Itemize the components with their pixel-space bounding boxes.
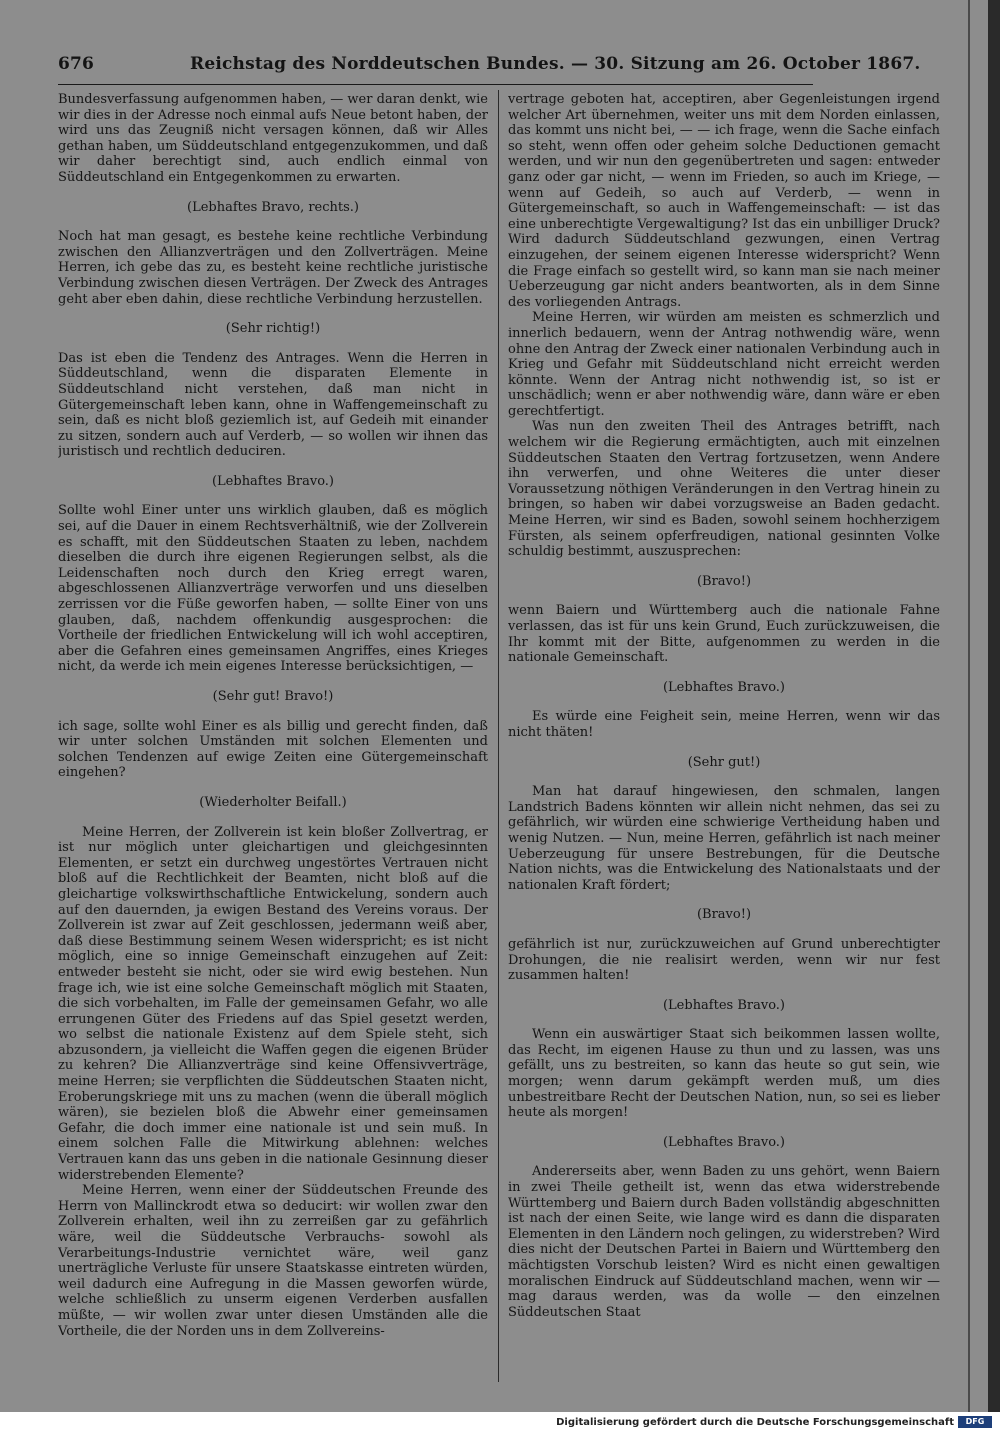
paragraph: ich sage, sollte wohl Einer es als billig und gerecht finden, daß wir unter solchen Umständen mit solchen Elementen und solchen Tendenzen auf ewige Zeiten eine Gütergemeinschaft eingehen?: [58, 718, 488, 781]
funding-credit: Digitalisierung gefördert durch die Deutsche Forschungsgemeinschaft: [556, 1417, 954, 1428]
applause-note: (Lebhaftes Bravo, rechts.): [187, 199, 359, 215]
paragraph: vertrage geboten hat, acceptiren, aber Gegenleistungen irgend welcher Art übernehmen, weiter uns mit dem Norden einlassen, das kommt uns nicht bei, — — ich frage, wenn die Sache einfach so steht, wenn offen oder geheim solche Deductionen gemacht werden, und wir nun den gegenübertreten und sagen: entweder ganz oder gar nicht, — wenn im Frieden, so auch im Kriege, — wenn auf Gedeih, so auch auf Verderb, — wenn in Gütergemeinschaft, so auch in Waffengemeinschaft: — ist das eine unberechtigte Vergewaltigung? Ist das ein unbilliger Druck? Wird dadurch Süddeutschland gezwungen, einen Vertrag einzugehen, der seinem eigenen Interesse widerspricht? Wenn die Frage einfach so gestellt wird, so kann man sie nach meiner Ueberzeugung gar nicht anders beantworten, als in dem Sinne des vorliegenden Antrags.: [508, 92, 940, 310]
paragraph: Sollte wohl Einer unter uns wirklich glauben, daß es möglich sei, auf die Dauer in einem Rechtsverhältniß, wie der Zollverein es schafft, mit den Süddeutschen Staaten zu leben, nachdem dieselben die durch ihre eigenen Regierungen selbst, als die Leidenschaften noch durch den Krieg erregt waren, abgeschlossenen Allianzverträge verworfen und uns dieselben zerrissen vor die Füße geworfen haben, — sollte Einer von uns glauben, daß, nachdem offenkundig ausgesprochen: die Vortheile der friedlichen Entwickelung will ich wohl acceptiren, aber die Gefahren eines gemeinsamen Angriffes, eines Krieges nicht, da werde ich mein eigenes Interesse berücksichtigen, —: [58, 503, 488, 675]
applause-note: (Lebhaftes Bravo.): [662, 679, 786, 695]
applause-note: (Bravo!): [696, 573, 752, 589]
paragraph: Noch hat man gesagt, es bestehe keine rechtliche Verbindung zwischen den Allianzverträgen und den Zollverträgen. Meine Herren, ich gebe das zu, es besteht keine rechtliche juristische Verbindung zwischen diesen Verträgen. Der Zweck des Antrages geht aber eben dahin, diese rechtliche Verbindung herzustellen.: [58, 229, 488, 307]
paragraph: Meine Herren, der Zollverein ist kein bloßer Zollvertrag, er ist nur möglich unter gleichartigen und gleichgesinnten Elementen, er setzt ein durchweg ungestörtes Vertrauen nicht bloß auf die Rechtlichkeit der Beamten, nicht bloß auf die gleichartige volkswirthschaftliche Entwickelung, sondern auch auf den dauernden, ja ewigen Bestand des Vereins voraus. Der Zollverein ist zwar auf Zeit geschlossen, jedermann weiß aber, daß diese Bestimmung seinem Wesen widerspricht; es ist nicht möglich, eine so innige Gemeinschaft einzugehen auf Zeit: entweder besteht sie nicht, oder sie wird ewig bestehen. Nun frage ich, wie ist eine solche Gemeinschaft möglich mit Staaten, die sich vorbehalten, im Falle der gemeinsamen Gefahr, wo alle errungenen Güter des Friedens auf das Spiel gesetzt werden, wo selbst die nationale Existenz auf dem Spiele steht, sich abzusondern, ja vielleicht die Waffen gegen die eigenen Brüder zu kehren? Die Allianzverträge sind keine Offensivverträge, meine Herren; sie verpflichten die Süddeutschen Staaten nicht, Eroberungskriege mit uns zu machen (wenn die überall möglich wären), sie bezielen bloß die Abwehr einer gemeinsamen Gefahr, die doch immer eine nationale ist und sein muß. In einem solchen Falle die Mitwirkung ablehnen: welches Vertrauen kann das uns geben in die nationale Gesinnung dieser widerstrebenden Elemente?: [58, 824, 488, 1183]
page-number: 676: [58, 54, 95, 74]
dfg-logo: DFG: [958, 1416, 992, 1428]
scan-edge-line: [968, 0, 970, 1412]
header-rule: [58, 84, 813, 85]
running-head: Reichstag des Norddeutschen Bundes. — 30. Sitzung am 26. October 1867.: [190, 54, 921, 74]
paragraph: Was nun den zweiten Theil des Antrages betrifft, nach welchem wir die Regierung ermächtigten, auch mit einzelnen Süddeutschen Staaten den Vertrag fortzusetzen, wenn Andere ihn verwerfen, und ohne Weiteres die unter dieser Voraussetzung nöthigen Veränderungen in den Vertrag hinein zu bringen, so haben wir dabei vorzugsweise an Baden gedacht. Meine Herren, wir sind es Baden, sowohl seinem hochherzigem Fürsten, als seinem opferfreudigen, national gesinnten Volke schuldig bestimmt, auszusprechen:: [508, 419, 940, 560]
applause-note: (Sehr richtig!): [225, 321, 321, 337]
paragraph: wenn Baiern und Württemberg auch die nationale Fahne verlassen, das ist für uns kein Grund, Euch zurückzuweisen, die Ihr kommt mit der Bitte, aufgenommen zu werden in die nationale Gemeinschaft.: [508, 603, 940, 666]
paragraph: Andererseits aber, wenn Baden zu uns gehört, wenn Baiern in zwei Theile getheilt ist, wenn das etwa widerstrebende Württemberg und Baiern durch Baden vollständig abgeschnitten ist nach der einen Seite, wie lange wird es dann die disparaten Elementen in den Ländern noch gelingen, zu widerstreben? Wird dies nicht der Deutschen Partei in Baiern und Württemberg den mächtigsten Vorschub leisten? Wird es nicht einen gewaltigen moralischen Eindruck auf Süddeutschland machen, wenn wir — mag daraus werden, was da wolle — den einzelnen Süddeutschen Staat: [508, 1164, 940, 1320]
paragraph: Es würde eine Feigheit sein, meine Herren, wenn wir das nicht thäten!: [508, 709, 940, 740]
right-column: [508, 92, 940, 1382]
paragraph: Das ist eben die Tendenz des Antrages. Wenn die Herren in Süddeutschland, wenn die disparaten Elemente in Süddeutschland nicht verstehen, daß man nicht in Gütergemeinschaft leben kann, ohne in Waffengemeinschaft zu sein, daß es nicht bloß geziemlich ist, auf Gedeih mit einander zu sitzen, sondern auch auf Verderb, — so wollen wir ihnen das juristisch und rechtlich deduciren.: [58, 350, 488, 460]
applause-note: (Sehr gut!): [687, 754, 761, 770]
paragraph: Wenn ein auswärtiger Staat sich beikommen lassen wollte, das Recht, im eigenen Hause zu thun und zu lassen, was uns gefällt, uns zu bestreiten, so kann das heute so gut sein, wie morgen; wenn darum gekämpft werden muß, um dies unbestreitbare Recht der Deutschen Nation, nun, so sei es lieber heute als morgen!: [508, 1027, 940, 1121]
paragraph: Bundesverfassung aufgenommen haben, — wer daran denkt, wie wir dies in der Adresse noch einmal aufs Neue betont haben, der wird uns das Zeugniß nicht versagen können, daß wir Alles gethan haben, um Süddeutschland entgegenzukommen, und daß wir daher berechtigt sind, auch endlich einmal von Süddeutschland ein Entgegenkommen zu erwarten.: [58, 92, 488, 185]
paragraph: Meine Herren, wir würden am meisten es schmerzlich und innerlich bedauern, wenn der Antrag nothwendig wäre, wenn ohne den Antrag der Zweck einer nationalen Verbindung auch in Krieg und Gefahr mit Süddeutschland nicht erreicht werden könnte. Wenn der Antrag nicht nothwendig ist, so ist er unschädlich; wenn er aber nothwendig wäre, dann wäre er eben gerechtfertigt.: [508, 310, 940, 419]
applause-note: (Lebhaftes Bravo.): [211, 473, 335, 489]
applause-note: (Lebhaftes Bravo.): [662, 997, 786, 1013]
footer-bar: [0, 1412, 1000, 1432]
paragraph: gefährlich ist nur, zurückzuweichen auf Grund unberechtigter Drohungen, die nie realisirt werden, wenn wir nur fest zusammen halten!: [508, 936, 940, 984]
scan-edge: [988, 0, 1000, 1412]
paragraph: Man hat darauf hingewiesen, den schmalen, langen Landstrich Badens könnten wir allein nicht nehmen, das sei zu gefährlich, wir würden eine schwierige Vertheidung haben und wenig Nutzen. — Nun, meine Herren, gefährlich ist nach meiner Ueberzeugung für unsere Bestrebungen, für die Deutsche Nation nichts, was die Entwickelung des Nationalstaats und der nationalen Kraft fördert;: [508, 784, 940, 893]
applause-note: (Sehr gut! Bravo!): [212, 689, 334, 704]
left-column: [58, 92, 488, 1382]
page-header: [58, 54, 921, 80]
paragraph: Meine Herren, wenn einer der Süddeutschen Freunde des Herrn von Mallinckrodt etwa so deducirt: wir wollen zwar den Zollverein erhalten, weil ihn zu zerreißen gar zu gefährlich wäre, weil die Süddeutsche Verbrauchs- sowohl als Verarbeitungs-Industrie vernichtet wäre, weil ganz unerträgliche Verluste für unsere Staatskasse eintreten würden, weil dadurch eine Aufregung in die Massen geworfen würde, welche schließlich zu unserm eigenen Verderben ausfallen müßte, — wir wollen zwar unter diesen Umständen alle die Vortheile, die der Norden uns in dem Zollvereins-: [58, 1183, 488, 1339]
column-divider: [498, 90, 499, 1382]
applause-note: (Lebhaftes Bravo.): [662, 1134, 786, 1150]
applause-note: (Wiederholter Beifall.): [199, 794, 347, 810]
applause-note: (Bravo!): [696, 907, 752, 923]
